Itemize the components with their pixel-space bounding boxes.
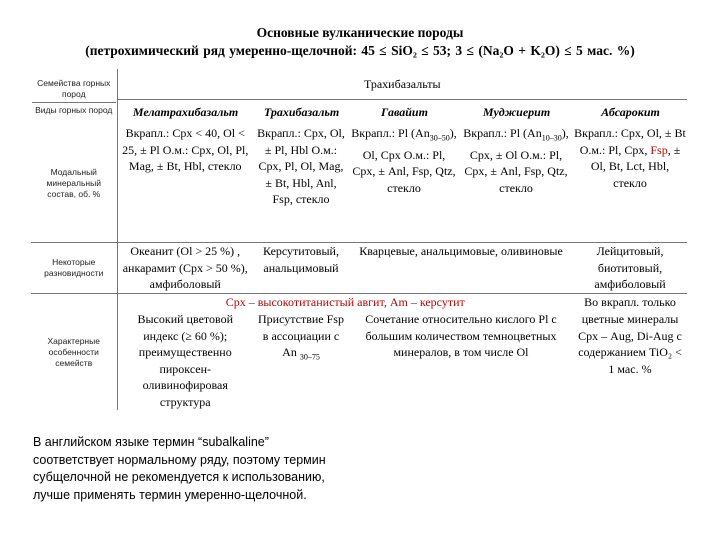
col-header-melatrachybasalt: Мелатрахибазальт <box>132 105 239 120</box>
label-varieties: Некоторые разновидности <box>31 243 117 294</box>
label-family: Семейства горных пород Виды горных пород <box>31 69 117 125</box>
var-absarokite: Лейцитовый, биотитовый, амфиболовый <box>573 243 687 294</box>
label-features: Характерные особенности семейств <box>31 294 117 411</box>
footnote: В английском языке термин “subalkaline” соответствует нормальному ряду, поэтому термин субщелочной не рекомендуется к использованию, лучше применять термин умеренно-щелочной. <box>33 435 326 502</box>
modal-mugearite: Вкрапл.: Pl $(An_{10-30})$, Срх, ± Ol О.м.: Pl, Срх, ± Anl, Fsp, Qtz, стекло <box>459 125 573 243</box>
feat-hawaiite-mugearite: Сочетание относительно кислого Pl с большим количеством темноцветных минералов, в том числе Ol <box>365 312 557 359</box>
page-title <box>0 24 720 60</box>
col-header-trachybasalt: Трахибазальт <box>263 105 340 120</box>
group-name: Трахибазальты <box>118 69 688 100</box>
modal-hawaiite: Вкрапл.: Pl $(An_{30-50})$, Ol, Срх О.м.: Pl, Срх, ± Anl, Fsp, Qtz, стекло <box>349 125 459 243</box>
rocks-table <box>31 69 687 410</box>
col-header-absarokite: Абсарокит <box>601 105 660 120</box>
title-line-1: Основные вулканические породы <box>256 25 464 40</box>
fsp-highlight: Fsp <box>650 142 668 157</box>
cpx-absarokite: Во вкрапл. только <box>584 295 676 309</box>
col-header-mugearite: Муджиерит <box>482 105 551 120</box>
title-line-2: (петрохимический ряд умеренно-щелочной: 45 ≤ SiO₂ ≤ 53; 3 ≤ (Na₂O + K₂O) ≤ 5 мас. %) <box>85 43 635 58</box>
col-header-hawaiite: Гавайит <box>381 105 428 120</box>
label-modal: Модальный минеральный состав, об. % <box>31 125 117 243</box>
feat-trachybasalt: Присутствие Fsp в ассоциации с An $_{30-75}$ <box>258 312 344 362</box>
column-headers <box>118 100 688 125</box>
var-melatrachybasalt: Океанит (Ol > 25 %) , анкарамит (Срх > 50 %), амфиболовый <box>117 243 253 294</box>
label-species: Виды горных пород <box>35 105 113 115</box>
feat-melatrachybasalt: Высокий цветовой индекс (≥ 60 %); преимущественно пироксен-оливинофировая структура <box>137 312 233 409</box>
feat-absarokite: цветные минералы Срх – Aug, Di-Aug с содержанием TiO₂ < 1 мас. % <box>578 312 682 376</box>
var-trachybasalt: Керсутитовый, анальцимовый <box>253 243 349 294</box>
modal-melatrachybasalt: Вкрапл.: Срх < 40, Ol < 25, ± Pl О.м.: Срх, Ol, Pl, Mag, ± Bt, Hbl, стекло <box>117 125 253 243</box>
cpx-note: Срх – высокотитанистый авгит, Am – керсутит <box>225 295 465 309</box>
var-hawaiite-mugearite: Кварцевые, анальцимовые, оливиновые <box>349 243 573 294</box>
modal-absarokite: Вкрапл.: Срх, Ol, ± Bt О.м.: Pl, Срх, Fsp, ± Ol, Bt, Lct, Hbl, стекло <box>573 125 687 243</box>
modal-trachybasalt: Вкрапл.: Срх, Ol, ± Pl, Hbl О.м.: Срх, Pl, Ol, Mag, ± Bt, Hbl, Anl, Fsp, стекло <box>253 125 349 243</box>
